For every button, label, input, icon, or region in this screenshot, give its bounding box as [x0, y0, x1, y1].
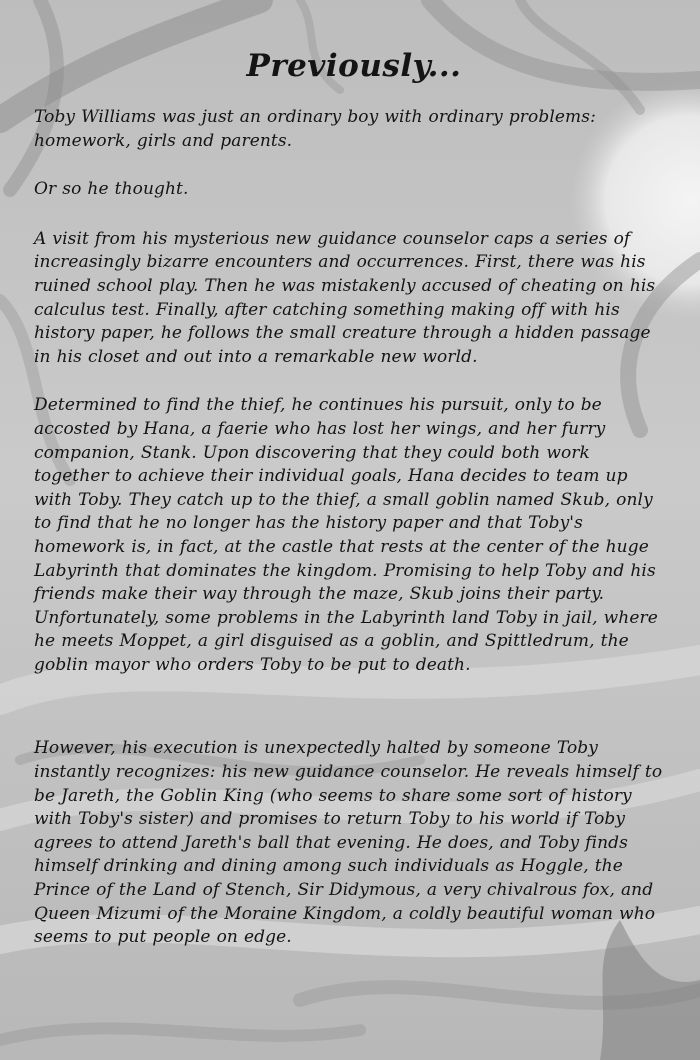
paragraph-visit: A visit from his mysterious new guidance counselor caps a series of increasingly bizarre encounters and occurrences. First, there was his ruined school play. Then he was mistakenly accused of cheating on his calculus test. Finally, after catching something making off with his history paper, he follows the small creature through a hidden passage in his closet and out into a remarkable new world. — [34, 228, 656, 367]
paragraph-or-so: Or so he thought. — [34, 179, 189, 200]
paragraph-intro: Toby Williams was just an ordinary boy with ordinary problems: homework, girls and parents. — [34, 107, 596, 151]
paragraph-execution: However, his execution is unexpectedly halted by someone Toby instantly recognizes: his new guidance counselor. He reveals himself to be Jareth, the Goblin King (who seems to share some sort of history with Toby's sister) and promises to return Toby to his world if Toby agrees to attend Jareth's ball that evening. He does, and Toby finds himself drinking and dining among such individuals as Hoggle, the Prince of the Land of Stench, Sir Didymous, a very chivalrous fox, and Queen Mizumi of the Moraine Kingdom, a coldly beautiful woman who seems to put people on edge. — [34, 738, 663, 948]
paragraph-determined: Determined to find the thief, he continues his pursuit, only to be accosted by Hana, a faerie who has lost her wings, and her furry companion, Stank. Upon discovering that they could both work together to achieve their individual goals, Hana decides to team up with Toby. They catch up to the thief, a small goblin named Skub, only to find that he no longer has the history paper and that Toby's homework is, in fact, at the castle that rests at the center of the huge Labyrinth that dominates the kingdom. Promising to help Toby and his friends make their way through the maze, Skub joins their party. Unfortunately, some problems in the Labyrinth land Toby in jail, where he meets Moppet, a girl disguised as a goblin, and Spittledrum, the goblin mayor who orders Toby to be put to death. — [34, 395, 658, 675]
recap-text-block — [34, 48, 664, 975]
page-title: Previously... — [246, 48, 462, 84]
